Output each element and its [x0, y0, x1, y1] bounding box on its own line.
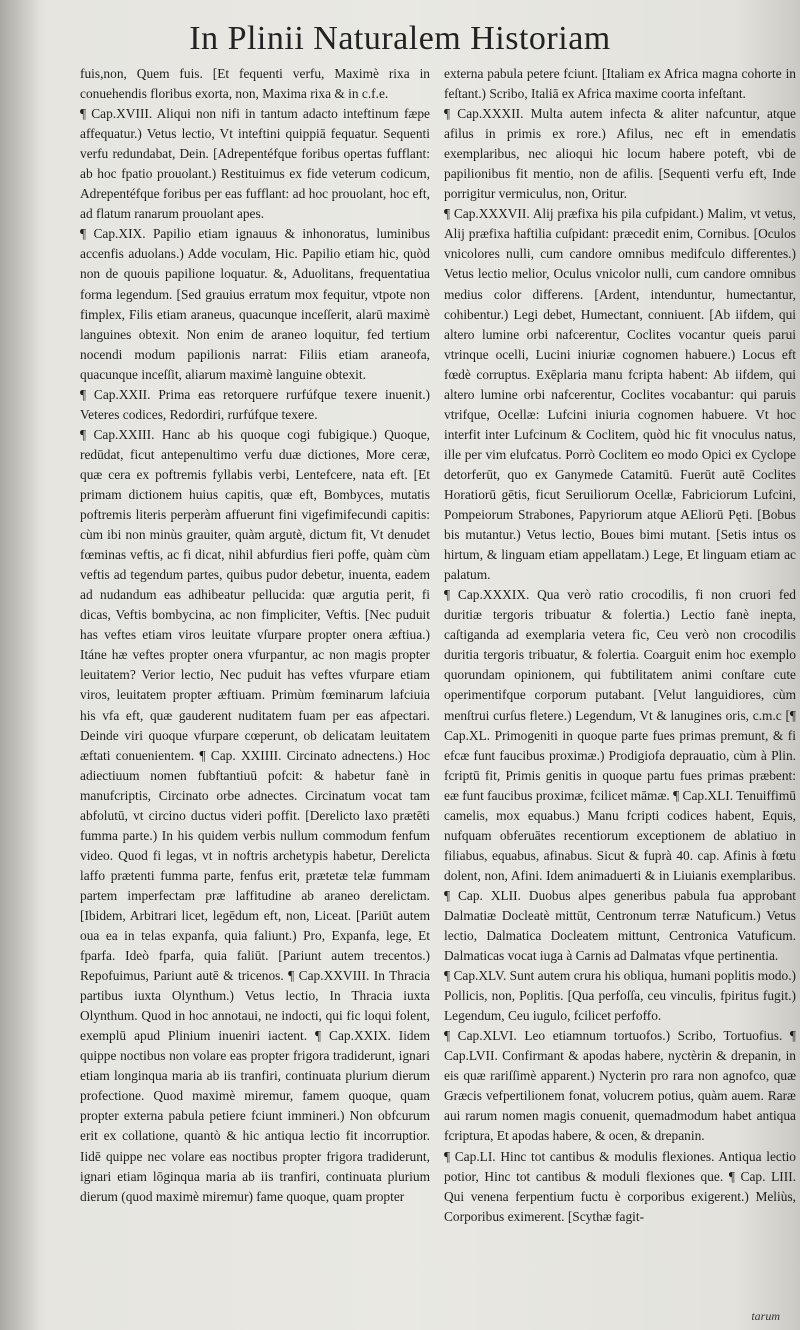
- paragraph: ¶ Cap.LI. Hinc tot cantibus & modulis flexiones. Antiqua lectio potior, Hinc tot cantibus & moduli flexiones que. ¶ Cap. LIII. Qui venena ferpentium fuctu è corporibus exigerent.) Meliùs, Corporibus eximerent. [Scythæ fagit-: [444, 1148, 796, 1224]
- paragraph: ¶ Cap.XXIII. Hanc ab his quoque cogi fubigique.) Quoque, redūdat, ficut antepenultimo verfu duæ dictiones, More ceræ, quæ cera ex poftremis fyllabis verbi, Lentefcere, nata eft. [Et primam dictionem huius capitis, quæ eft, Bombyces, mutatis poftremis literis perperàm affuerunt fini vigefimifecundi capitis: cùm ibi non minùs grauiter, quàm argutè, dictum fit, Vt denudet fœminas veftis, ac fi dicat, nihil abfurdius fieri poffe, quàm cùm veftis ad tegendum partes, quibus pudor debetur, inuenta, eadem ad nudandum eas adhibeatur pellucida: quæ argutia perit, fi dicas, Veftis bombycina, ac non fimpliciter, Veftis. [Nec puduit has veftes etiam viros leuitate vſurpare propter onera æftiua.) Itáne hæ veftes propter onera vfurpantur, ac non magis propter leuitatem? Verior lectio, Nec puduit has veftes vfurpare etiam viros, leuitatem propter æftiuam. Primùm fœminarum lafciuia his vfa eft, quæ gauderent nuditatem fuam per eas afpectari. Deinde viri quoque vfurpare cœperunt, ob delicatam leuitatem æftati conuenientem. ¶ Cap. XXIIII. Circinato adnectens.) Hoc adiectiuum nomen fubftantiuū pofcit: & habetur fanè in manufcriptis, Circinato orbe adnectes. Circinatum vocat tam abfolutū, vt circino ductus videri poffit. [Derelicto laxo prætēti fumma parte.) In his quidem verbis nullum commodum fenfum video. Quod fi legas, vt in noftris archetypis habetur, Derelicta laffo prætenti fumma parte, fenfus erit, prætetæ telæ fummam partem imperfectam præ laffitudine ab araneo derelictam. [Ibidem, Arbitrari licet, legēdum eft, non, Liceat. [Pariūt autem oua ea in telas expanfa, quia faliunt.) Pro, Expanfa, lege, Et fparfa. Ideò fparfa, quia faliūt. [Pariunt autem trecentos.) Repofuimus, Pariunt autē & tricenos. ¶ Cap.XXVIII. In Thracia partibus iuxta Olynthum.) Vetus lectio, In Thracia iuxta Olynthum. Quod in hoc annotaui, ne indocti, qui fic loqui folent, exemplū apud Plinium inueniri iactent. ¶ Cap.XXIX. Iidem quippe noctibus non volare eas propter frigora tradiderunt, ignari etiam longinqua maria ab iis tranfiri, continuata plurium dierum profectione. Quod maximè miremur, famem quoque, quam propter externa pabula petiere fciunt immineri.) Non obfcurum erit ex collatione, quantò & hic antiqua lectio fit incorruptior. Iidē quippe nec volare eas noctibus propter frigora tradiderunt, ignari etiam lōginqua maria ab iis tranfiri, continuata plurium dierum (quod maximè miremur) fame quoque, quam propter: [80, 426, 430, 1204]
- paragraph: ¶ Cap.XLVI. Leo etiamnum tortuofos.) Scribo, Tortuofius. ¶ Cap.LVII. Confirmant & apodas habere, nyctèrin & drepanin, in eis quæ rariſſimè apparent.) Nycterin pro rara non agnofco, quæ Græcis vefpertilionem fonat, volucrem potius, quàm auem. Raræ aui rarum nomen magis conuenit, quemadmodum habet antiqua fcriptura, Et apodas habere, & ocen, & drepanin.: [444, 1028, 796, 1144]
- page-gutter-shadow: [0, 0, 40, 1330]
- paragraph: ¶ Cap.XIX. Papilio etiam ignauus & inhonoratus, luminibus accenfis aduolans.) Adde voculam, Hic. Papilio etiam hic, quòd non de quouis papilione loquatur. &, Aduolitans, frequentatiua forma legendum. [Sed grauius erratum mox fequitur, vtpote non fimplex, Filis etiam araneus, quacunque inceſſerit, alarū maximè languines obtexit. Non enim de araneo loquitur, fed tertium nocendi modum papilionis narrat: Filiis etiam araneofa, quacunque inceſſit, aliarum maximè languine obtexit.: [80, 226, 430, 382]
- running-head-title: In Plinii Naturalem Historiam: [189, 20, 611, 57]
- paragraph: ¶ Cap.XXXVII. Alij præfixa his pila cufpidant.) Malim, vt vetus, Alij præfixa haftilia cuſpidant: præcedit enim, Cornibus. [Oculos vnicolores nulli, cum candore omnibus medifculo differentes.) Vetus lectio melior, Oculus vnicolor nulli, cum candore omnibus medius color differens. [Ardent, intenduntur, humectantur, cohibentur.) Legi debet, Humectant, conniuent. [Ab iifdem, qui altero lumine orbi nafcerentur, Coclites vocantur queis parui vtrinque ocelli, Lucini iniuriæ cognomen habuere.) Locus eft fœdè corruptus. Exēplaria manu fcripta habent: Ab iifdem, qui altero lumine orbi nafcerentur, Coclites vocabantur: qui paruis vtrifque, Ocellæ: Lufcini iniuria cognomen habuere. Vt hoc interfit inter Lufcinum & Coclitem, quòd hic fit vnoculus natus, ille per vim elufcatus. Porrò Coclitem eo modo Opici ex Cyclope detorferūt, quo ex Ganymede Catamitū. Fuerūt autē Coclites Horatiorū gētis, ficut Seruiliorum Ocellæ, Fabriciorum Lufcini, Pompeiorum Strabones, Papyriorum atque AEliorū Pęti. [Bobus bis mutantur.) Vetus lectio, Boues bimi mutant. [Setis intus os hirtum, & linguam etiam appellatam.) Lege, Et linguam etiam ac palatum.: [444, 206, 796, 583]
- paragraph: ¶ Cap.XVIII. Aliqui non nifi in tantum adacto inteftinum fæpe affequatur.) Vetus lectio, Vt inteftini quippiā fequatur. Sequenti verfu redundabat, Dein. [Adrepentéfque foribus opertas fufflant: ab hoc fpatio prouolant.) Restituimus ex fide veterum codicum, Adrepentéfque foribus per eas fufflant: ad hoc prouolant, hoc eft, ad flatum ranarum prouolant apes.: [80, 106, 430, 222]
- paragraph: ¶ Cap.XXXII. Multa autem infecta & aliter nafcuntur, atque afilus in primis ex rore.) Afilus, nec eft in emendatis exemplaribus, nec alioqui hic locum habere poteft, vbi de papilionibus fit mentio, non de afilis. [Sequenti verfu eft, Inde porrigitur vermiculus, non, Oritur.: [444, 106, 796, 202]
- right-text-column: [444, 64, 796, 1227]
- catchword: tarum: [751, 1309, 780, 1323]
- paragraph: ¶ Cap.XXXIX. Qua verò ratio crocodilis, fi non cruori fed duritiæ tergoris tribuatur & folertia.) Lectio fanè inepta, caſtiganda ad exemplaria vetera fic, Ceu verò non crocodilis duritia tergoris tribuatur, & folertia. Coarguit enim hoc exemplo quorundam opinionem, qui fubtilitatem animi conſtare cute operimentifque corporum putabant. [Velut languidiores, cùm menſtrui curſus fletere.) Legendum, Vt & lanugines oris, c.m.c [¶ Cap.XL. Primogeniti in quoque parte fues primas premunt, & fi efcæ funt faucibus proximæ.) Prodigiofa deprauatio, cùm à Plin. fcriptū fit, Primis genitis in quoque partu fues primas præbent: eæ funt faucibus proximæ, fcilicet māmæ. ¶ Cap.XLI. Tenuiffimū camelis, mox equabus.) Manu fcripti codices habent, Equis, nufquam obferuātes recentiorum exceptionem de ablatiuo in filiabus, equabus, afinabus. Sicut & fuprà 40. cap. Afinis à fœtu dolent, non, Afini. Idem animaduerti & in Liuianis exemplaribus. ¶ Cap. XLII. Duobus alpes generibus pabula fua approbant Dalmatiæ Docleatè mittūt, Centronum terræ Natuficum.) Vetus lectio, Dalmatica Docleatem mittunt, Centronica Vatuficum. Dalmaticas vocat iuga à Carnis ad Dalmatas vfque pertinentia.: [444, 587, 796, 964]
- paragraph: externa pabula petere fciunt. [Italiam ex Africa magna cohorte in feſtant.) Scribo, Italiā ex Africa maxime coorta infeſtant.: [444, 66, 796, 102]
- paragraph: ¶ Cap.XLV. Sunt autem crura his obliqua, humani poplitis modo.) Pollicis, non, Poplitis. [Qua perfoſſa, ceu vinculis, fpiritus fugit.) Legendum, Ceu iugulo, fcilicet perfoffo.: [444, 968, 796, 1024]
- paragraph: ¶ Cap.XXII. Prima eas retorquere rurfúfque texere inuenit.) Veteres codices, Redordiri, rurfúfque texere.: [80, 386, 430, 422]
- paragraph: fuis,non, Quem fuis. [Et fequenti verfu, Maximè rixa in conuehendis floribus exorta, non, Maxima rixa & in c.f.e.: [80, 66, 430, 102]
- left-text-column: [80, 64, 430, 1207]
